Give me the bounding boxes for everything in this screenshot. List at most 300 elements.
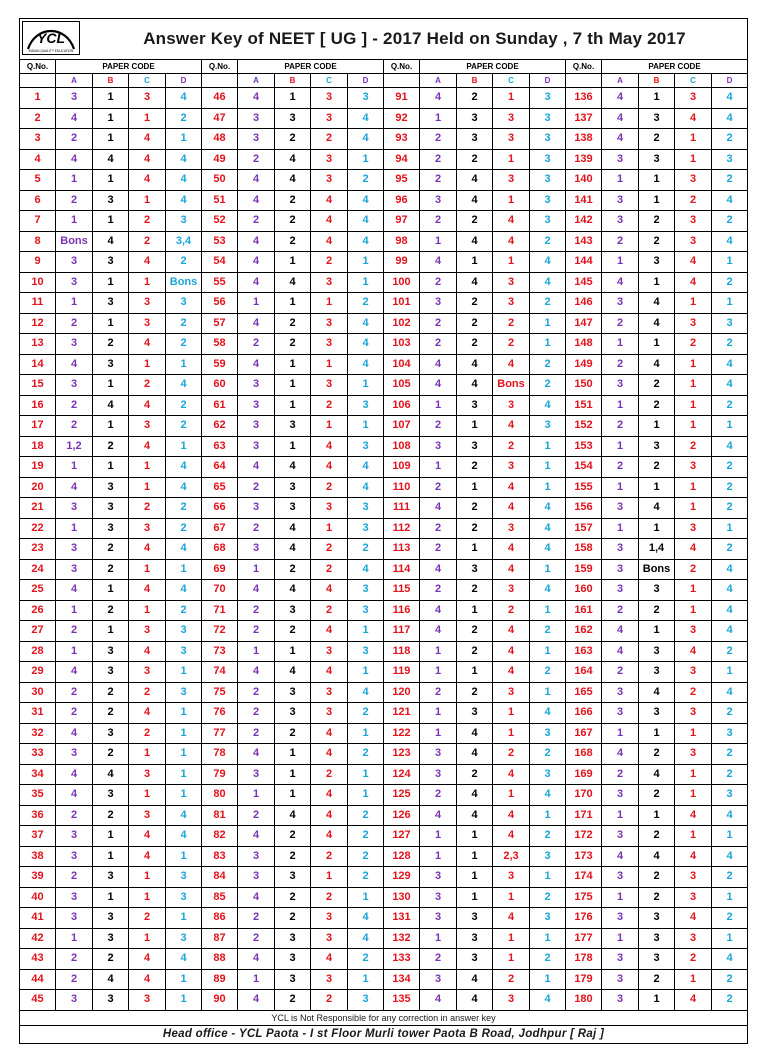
table-row bbox=[20, 539, 748, 560]
answer-code-a: 1 bbox=[602, 334, 639, 355]
answer-code-a: 1 bbox=[602, 805, 639, 826]
answer-code-b: 3 bbox=[93, 477, 129, 498]
table-row bbox=[20, 457, 748, 478]
answer-code-c: 3 bbox=[493, 457, 530, 478]
answer-code-b: 1 bbox=[93, 170, 129, 191]
answer-code-d: 3 bbox=[712, 723, 748, 744]
answer-code-a: 1 bbox=[238, 785, 275, 806]
answer-code-b: 1 bbox=[457, 887, 493, 908]
answer-code-c: 2 bbox=[675, 949, 712, 970]
answer-code-d: 3 bbox=[530, 88, 566, 109]
answer-code-b: 2 bbox=[93, 600, 129, 621]
answer-code-d: 3 bbox=[348, 498, 384, 519]
answer-code-d: Bons bbox=[166, 272, 202, 293]
answer-code-b: 3 bbox=[639, 949, 675, 970]
answer-code-a: 4 bbox=[602, 621, 639, 642]
answer-code-c: 1 bbox=[493, 928, 530, 949]
paper-code-header: PAPER CODE bbox=[56, 60, 202, 74]
answer-code-c: 3 bbox=[675, 88, 712, 109]
answer-code-d: 4 bbox=[530, 395, 566, 416]
answer-code-b: 3 bbox=[457, 559, 493, 580]
answer-code-c: 3 bbox=[311, 928, 348, 949]
question-number: 177 bbox=[566, 928, 602, 949]
answer-code-a: 1 bbox=[420, 928, 457, 949]
question-number: 163 bbox=[566, 641, 602, 662]
answer-code-a: 3 bbox=[602, 539, 639, 560]
question-number: 118 bbox=[384, 641, 420, 662]
table-row bbox=[20, 108, 748, 129]
answer-code-d: 2 bbox=[348, 805, 384, 826]
answer-code-c: 4 bbox=[311, 805, 348, 826]
question-number: 81 bbox=[202, 805, 238, 826]
answer-code-d: 3 bbox=[348, 641, 384, 662]
answer-code-c: 3 bbox=[129, 764, 166, 785]
answer-code-a: 1 bbox=[420, 662, 457, 683]
answer-code-d: 1 bbox=[348, 252, 384, 273]
table-row bbox=[20, 477, 748, 498]
answer-code-d: 4 bbox=[530, 539, 566, 560]
answer-code-a: 3 bbox=[420, 887, 457, 908]
answer-code-d: 1 bbox=[712, 518, 748, 539]
answer-code-c: 4 bbox=[493, 559, 530, 580]
answer-code-c: 4 bbox=[129, 334, 166, 355]
answer-code-b: 3 bbox=[639, 580, 675, 601]
answer-code-d: 1 bbox=[166, 662, 202, 683]
header-row-codes bbox=[20, 74, 748, 88]
question-number: 161 bbox=[566, 600, 602, 621]
code-header-c: C bbox=[129, 74, 166, 88]
answer-code-c: 3 bbox=[493, 867, 530, 888]
question-number: 151 bbox=[566, 395, 602, 416]
answer-code-d: 4 bbox=[712, 846, 748, 867]
question-number: 157 bbox=[566, 518, 602, 539]
answer-code-b: 2 bbox=[639, 969, 675, 990]
answer-code-b: 4 bbox=[457, 785, 493, 806]
answer-code-b: 1 bbox=[93, 580, 129, 601]
question-number: 65 bbox=[202, 477, 238, 498]
answer-code-c: 3 bbox=[311, 908, 348, 929]
answer-code-a: 3 bbox=[602, 969, 639, 990]
answer-code-a: 1 bbox=[56, 293, 93, 314]
answer-code-a: 2 bbox=[56, 129, 93, 150]
answer-code-c: 4 bbox=[311, 436, 348, 457]
answer-code-c: 4 bbox=[129, 395, 166, 416]
answer-code-c: 3 bbox=[311, 170, 348, 191]
answer-code-a: 3 bbox=[56, 498, 93, 519]
answer-code-b: 4 bbox=[457, 170, 493, 191]
answer-code-b: 4 bbox=[639, 764, 675, 785]
answer-code-c: 4 bbox=[129, 252, 166, 273]
answer-code-b: 1 bbox=[93, 313, 129, 334]
answer-code-c: 3 bbox=[493, 293, 530, 314]
answer-code-b: 2 bbox=[275, 846, 311, 867]
question-number: 27 bbox=[20, 621, 56, 642]
question-number: 14 bbox=[20, 354, 56, 375]
answer-code-d: 2 bbox=[712, 211, 748, 232]
question-number: 20 bbox=[20, 477, 56, 498]
answer-code-d: 4 bbox=[530, 498, 566, 519]
answer-code-b: 1 bbox=[639, 621, 675, 642]
answer-code-b: 1 bbox=[457, 846, 493, 867]
answer-code-a: 3 bbox=[602, 293, 639, 314]
answer-code-a: 4 bbox=[238, 88, 275, 109]
answer-code-c: 2 bbox=[311, 477, 348, 498]
answer-code-a: 2 bbox=[56, 313, 93, 334]
question-number: 106 bbox=[384, 395, 420, 416]
answer-code-b: 2 bbox=[457, 149, 493, 170]
question-number: 174 bbox=[566, 867, 602, 888]
table-row bbox=[20, 149, 748, 170]
answer-code-b: 2 bbox=[457, 641, 493, 662]
question-number: 128 bbox=[384, 846, 420, 867]
answer-code-b: 2 bbox=[93, 703, 129, 724]
answer-code-d: 2 bbox=[530, 621, 566, 642]
question-number: 57 bbox=[202, 313, 238, 334]
answer-code-a: 3 bbox=[56, 908, 93, 929]
answer-code-c: 1 bbox=[129, 887, 166, 908]
answer-code-b: 4 bbox=[275, 149, 311, 170]
answer-code-d: 2 bbox=[712, 539, 748, 560]
answer-code-d: 1 bbox=[530, 600, 566, 621]
answer-code-a: 2 bbox=[238, 518, 275, 539]
answer-code-a: 2 bbox=[56, 416, 93, 437]
answer-code-c: 1 bbox=[675, 723, 712, 744]
answer-code-b: 2 bbox=[457, 764, 493, 785]
answer-code-d: 1 bbox=[348, 416, 384, 437]
question-number: 132 bbox=[384, 928, 420, 949]
question-number: 136 bbox=[566, 88, 602, 109]
answer-code-b: 2 bbox=[639, 867, 675, 888]
answer-code-c: 2 bbox=[311, 887, 348, 908]
answer-code-a: 2 bbox=[420, 272, 457, 293]
question-number: 41 bbox=[20, 908, 56, 929]
answer-code-c: Bons bbox=[493, 375, 530, 396]
question-number: 16 bbox=[20, 395, 56, 416]
question-number: 156 bbox=[566, 498, 602, 519]
question-number: 71 bbox=[202, 600, 238, 621]
answer-code-b: 3 bbox=[93, 785, 129, 806]
answer-code-d: 3 bbox=[348, 990, 384, 1011]
question-number: 48 bbox=[202, 129, 238, 150]
answer-code-a: 2 bbox=[56, 395, 93, 416]
question-number: 74 bbox=[202, 662, 238, 683]
answer-code-b: 1 bbox=[93, 846, 129, 867]
answer-code-c: 3 bbox=[129, 313, 166, 334]
answer-code-c: 1 bbox=[675, 600, 712, 621]
answer-code-c: 1 bbox=[129, 559, 166, 580]
answer-code-c: 3 bbox=[675, 703, 712, 724]
answer-code-d: 4 bbox=[166, 170, 202, 191]
question-number: 60 bbox=[202, 375, 238, 396]
head-office-address: Head office - YCL Paota - I st Floor Murli tower Paota B Road, Jodhpur [ Raj ] bbox=[19, 1026, 748, 1044]
question-number: 117 bbox=[384, 621, 420, 642]
answer-code-c: 4 bbox=[129, 846, 166, 867]
answer-code-b: 2 bbox=[639, 785, 675, 806]
answer-code-c: 2 bbox=[311, 129, 348, 150]
answer-code-c: 1 bbox=[493, 703, 530, 724]
question-number: 19 bbox=[20, 457, 56, 478]
answer-code-a: 3 bbox=[238, 867, 275, 888]
answer-code-d: 3 bbox=[348, 600, 384, 621]
answer-code-d: 4 bbox=[166, 149, 202, 170]
answer-code-c: 3 bbox=[129, 621, 166, 642]
answer-code-b: 3 bbox=[275, 682, 311, 703]
answer-code-b: 3 bbox=[275, 949, 311, 970]
answer-code-d: 1 bbox=[166, 908, 202, 929]
question-number: 13 bbox=[20, 334, 56, 355]
answer-code-a: 4 bbox=[420, 600, 457, 621]
answer-code-c: 2 bbox=[129, 211, 166, 232]
answer-code-b: 2 bbox=[639, 887, 675, 908]
qno-header: Q.No. bbox=[566, 60, 602, 74]
answer-code-c: 4 bbox=[493, 211, 530, 232]
question-number: 59 bbox=[202, 354, 238, 375]
answer-code-a: 3 bbox=[420, 190, 457, 211]
answer-code-a: 4 bbox=[602, 108, 639, 129]
answer-code-b: 3 bbox=[93, 518, 129, 539]
answer-code-c: 4 bbox=[493, 477, 530, 498]
answer-code-d: 2 bbox=[348, 846, 384, 867]
answer-code-b: 4 bbox=[93, 395, 129, 416]
table-row bbox=[20, 600, 748, 621]
answer-code-d: 4 bbox=[712, 375, 748, 396]
answer-code-b: 2 bbox=[93, 682, 129, 703]
answer-code-c: 2 bbox=[675, 190, 712, 211]
answer-code-d: 4 bbox=[348, 559, 384, 580]
question-number: 97 bbox=[384, 211, 420, 232]
answer-code-a: 3 bbox=[602, 785, 639, 806]
question-number: 113 bbox=[384, 539, 420, 560]
answer-code-c: 1 bbox=[675, 785, 712, 806]
answer-code-b: 3 bbox=[457, 395, 493, 416]
table-row bbox=[20, 395, 748, 416]
answer-code-b: 4 bbox=[275, 580, 311, 601]
answer-code-c: 3 bbox=[493, 272, 530, 293]
answer-code-b: 4 bbox=[639, 846, 675, 867]
question-number: 167 bbox=[566, 723, 602, 744]
answer-code-c: 1 bbox=[493, 190, 530, 211]
answer-code-b: 4 bbox=[457, 744, 493, 765]
answer-code-b: 3 bbox=[457, 703, 493, 724]
answer-code-b: 3 bbox=[275, 108, 311, 129]
answer-code-b: 3 bbox=[275, 600, 311, 621]
answer-code-d: 2 bbox=[712, 272, 748, 293]
answer-code-b: 4 bbox=[275, 170, 311, 191]
answer-code-b: 2 bbox=[275, 559, 311, 580]
answer-code-b: 4 bbox=[275, 457, 311, 478]
answer-code-b: 1 bbox=[275, 744, 311, 765]
question-number: 121 bbox=[384, 703, 420, 724]
answer-code-a: 3 bbox=[56, 744, 93, 765]
answer-code-b: 1 bbox=[639, 170, 675, 191]
question-number: 11 bbox=[20, 293, 56, 314]
answer-code-b: 4 bbox=[275, 539, 311, 560]
question-number: 134 bbox=[384, 969, 420, 990]
answer-code-c: 3 bbox=[493, 129, 530, 150]
table-row bbox=[20, 867, 748, 888]
answer-code-c: 3 bbox=[311, 375, 348, 396]
answer-code-a: 2 bbox=[56, 190, 93, 211]
answer-code-d: 4 bbox=[348, 231, 384, 252]
answer-code-a: 3 bbox=[56, 559, 93, 580]
answer-code-c: 4 bbox=[493, 764, 530, 785]
answer-code-a: 1 bbox=[420, 641, 457, 662]
answer-code-a: 2 bbox=[238, 149, 275, 170]
answer-code-a: 3 bbox=[56, 887, 93, 908]
question-number: 45 bbox=[20, 990, 56, 1011]
answer-code-a: 4 bbox=[602, 846, 639, 867]
answer-code-b: 3 bbox=[93, 498, 129, 519]
answer-code-a: 4 bbox=[238, 949, 275, 970]
answer-code-c: 2 bbox=[311, 990, 348, 1011]
table-row bbox=[20, 662, 748, 683]
code-header-c: C bbox=[311, 74, 348, 88]
answer-code-b: 1 bbox=[93, 457, 129, 478]
answer-code-d: 4 bbox=[348, 928, 384, 949]
answer-code-d: 1 bbox=[166, 990, 202, 1011]
answer-code-d: 4 bbox=[530, 272, 566, 293]
answer-code-a: 4 bbox=[420, 88, 457, 109]
question-number: 96 bbox=[384, 190, 420, 211]
qno-header: Q.No. bbox=[20, 60, 56, 74]
answer-code-b: 4 bbox=[93, 764, 129, 785]
answer-code-a: 1 bbox=[56, 457, 93, 478]
question-number: 94 bbox=[384, 149, 420, 170]
question-number: 53 bbox=[202, 231, 238, 252]
answer-code-d: 1 bbox=[348, 969, 384, 990]
answer-code-a: 3 bbox=[238, 416, 275, 437]
question-number: 168 bbox=[566, 744, 602, 765]
answer-code-d: 2 bbox=[712, 129, 748, 150]
question-number: 33 bbox=[20, 744, 56, 765]
answer-code-a: 4 bbox=[56, 662, 93, 683]
answer-code-b: 1 bbox=[457, 416, 493, 437]
answer-code-b: 4 bbox=[457, 375, 493, 396]
answer-code-b: 3 bbox=[275, 928, 311, 949]
qno-header: Q.No. bbox=[202, 60, 238, 74]
answer-code-a: 3 bbox=[56, 846, 93, 867]
table-row bbox=[20, 682, 748, 703]
question-number: 12 bbox=[20, 313, 56, 334]
answer-code-d: 2 bbox=[712, 170, 748, 191]
question-number: 170 bbox=[566, 785, 602, 806]
answer-code-c: 2 bbox=[129, 723, 166, 744]
answer-code-b: 3 bbox=[275, 969, 311, 990]
answer-code-c: 1 bbox=[675, 375, 712, 396]
answer-code-b: 2 bbox=[457, 682, 493, 703]
question-number: 164 bbox=[566, 662, 602, 683]
answer-code-d: 4 bbox=[712, 682, 748, 703]
question-number: 139 bbox=[566, 149, 602, 170]
answer-code-a: 4 bbox=[238, 190, 275, 211]
answer-code-d: 3 bbox=[166, 682, 202, 703]
answer-code-c: 3 bbox=[675, 211, 712, 232]
answer-code-b: 1 bbox=[275, 436, 311, 457]
answer-code-a: 2 bbox=[602, 354, 639, 375]
answer-code-d: 2 bbox=[348, 170, 384, 191]
answer-code-c: 4 bbox=[675, 846, 712, 867]
answer-code-d: 4 bbox=[166, 88, 202, 109]
answer-code-c: 3 bbox=[493, 170, 530, 191]
answer-code-b: 4 bbox=[639, 354, 675, 375]
answer-code-c: 4 bbox=[675, 990, 712, 1011]
answer-code-c: 1 bbox=[129, 354, 166, 375]
question-number: 50 bbox=[202, 170, 238, 191]
answer-code-b: 2 bbox=[457, 457, 493, 478]
table-row bbox=[20, 416, 748, 437]
answer-code-a: 2 bbox=[420, 518, 457, 539]
paper-code-header: PAPER CODE bbox=[602, 60, 748, 74]
answer-code-a: 2 bbox=[602, 416, 639, 437]
code-header-b: B bbox=[275, 74, 311, 88]
answer-code-a: 1 bbox=[602, 723, 639, 744]
answer-code-d: 4 bbox=[348, 354, 384, 375]
table-row bbox=[20, 498, 748, 519]
answer-code-c: 1 bbox=[129, 477, 166, 498]
answer-code-c: 4 bbox=[129, 641, 166, 662]
answer-code-a: 3 bbox=[56, 88, 93, 109]
answer-code-a: 1 bbox=[238, 641, 275, 662]
answer-code-c: 3 bbox=[675, 928, 712, 949]
answer-code-d: 2 bbox=[712, 334, 748, 355]
table-row bbox=[20, 990, 748, 1011]
answer-code-d: 1 bbox=[530, 436, 566, 457]
answer-code-b: 1 bbox=[93, 129, 129, 150]
question-number: 130 bbox=[384, 887, 420, 908]
answer-code-d: 1 bbox=[712, 928, 748, 949]
answer-code-d: 4 bbox=[348, 908, 384, 929]
answer-code-d: 1 bbox=[530, 477, 566, 498]
answer-code-a: 4 bbox=[238, 457, 275, 478]
answer-code-a: 1 bbox=[56, 170, 93, 191]
answer-code-a: 3 bbox=[602, 949, 639, 970]
answer-code-a: 1,2 bbox=[56, 436, 93, 457]
table-row bbox=[20, 313, 748, 334]
answer-code-a: 1 bbox=[602, 170, 639, 191]
answer-code-a: 3 bbox=[56, 990, 93, 1011]
question-number: 1 bbox=[20, 88, 56, 109]
answer-code-c: 3 bbox=[493, 990, 530, 1011]
paper-code-header: PAPER CODE bbox=[238, 60, 384, 74]
answer-code-b: 1 bbox=[275, 785, 311, 806]
answer-code-d: 1 bbox=[712, 416, 748, 437]
answer-code-b: 2 bbox=[457, 313, 493, 334]
answer-code-b: 1 bbox=[639, 190, 675, 211]
answer-key-table bbox=[19, 59, 748, 1011]
answer-code-d: 3 bbox=[166, 928, 202, 949]
table-row bbox=[20, 334, 748, 355]
answer-code-c: 3 bbox=[675, 170, 712, 191]
question-number: 62 bbox=[202, 416, 238, 437]
answer-code-d: 3 bbox=[348, 436, 384, 457]
question-number: 61 bbox=[202, 395, 238, 416]
answer-code-d: 4 bbox=[530, 518, 566, 539]
answer-code-c: 1 bbox=[129, 108, 166, 129]
answer-code-c: 2 bbox=[493, 600, 530, 621]
answer-code-c: 4 bbox=[311, 190, 348, 211]
table-row bbox=[20, 887, 748, 908]
answer-code-a: 3 bbox=[602, 149, 639, 170]
answer-code-c: 4 bbox=[129, 539, 166, 560]
answer-code-d: 2 bbox=[712, 990, 748, 1011]
answer-code-b: 2 bbox=[639, 744, 675, 765]
answer-code-a: 3 bbox=[602, 559, 639, 580]
svg-text:INDIAN QUALITY EDUCATION: INDIAN QUALITY EDUCATION bbox=[28, 49, 74, 53]
answer-code-d: 1 bbox=[530, 867, 566, 888]
answer-code-b: 4 bbox=[275, 272, 311, 293]
answer-code-d: 1 bbox=[530, 928, 566, 949]
answer-code-b: 3 bbox=[457, 436, 493, 457]
